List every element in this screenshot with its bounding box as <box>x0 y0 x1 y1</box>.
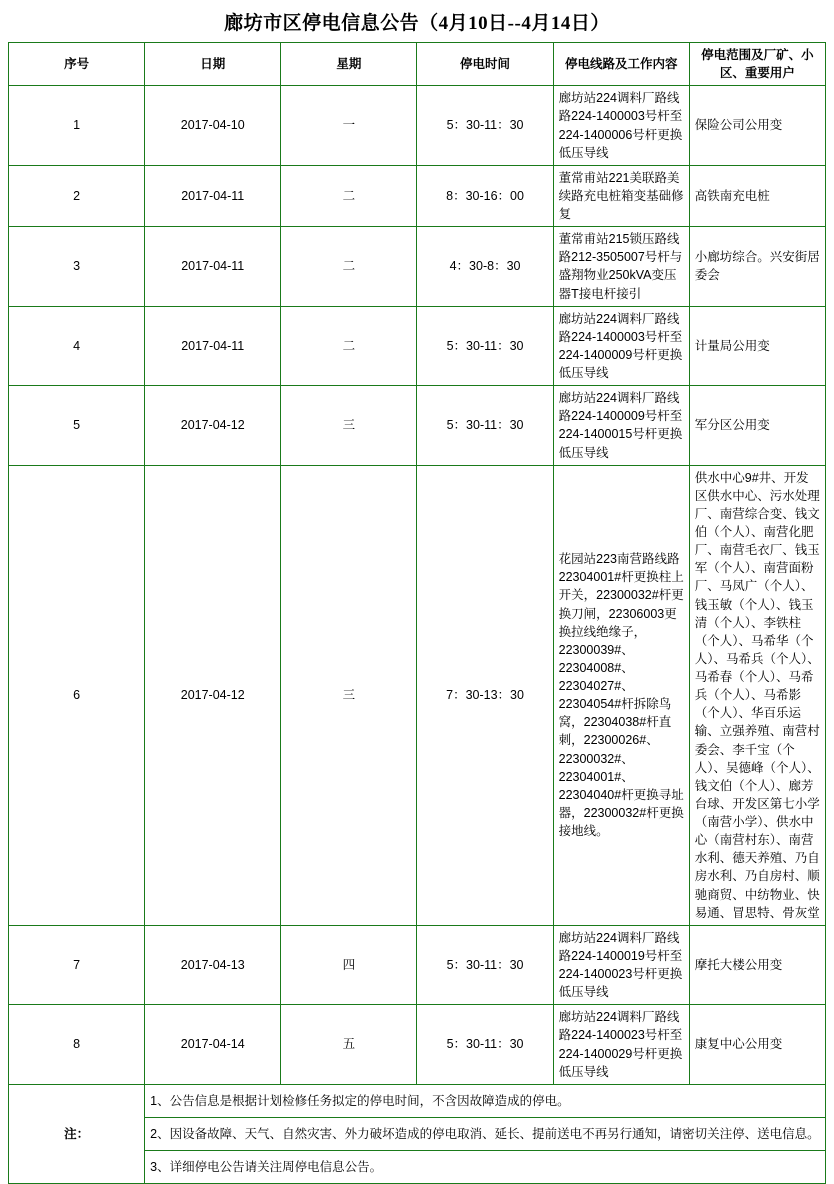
row-time: 5：30-11：30 <box>417 386 553 466</box>
row-scope: 摩托大楼公用变 <box>689 925 825 1005</box>
row-weekday: 三 <box>281 465 417 925</box>
row-work: 廊坊站224调料厂路线路224-1400009号杆至224-1400015号杆更换低压导线 <box>553 386 689 466</box>
row-weekday: 四 <box>281 925 417 1005</box>
table-row <box>9 86 826 166</box>
note-item: 1、公告信息是根据计划检修任务拟定的停电时间，不含因故障造成的停电。 <box>145 1084 826 1117</box>
note-item: 2、因设备故障、天气、自然灾害、外力破坏造成的停电取消、延长、提前送电不再另行通知，请密切关注停、送电信息。 <box>145 1117 826 1150</box>
row-index: 1 <box>9 86 145 166</box>
row-work: 董常甫站221美联路美续路充电桩箱变基础修复 <box>553 165 689 226</box>
row-work: 廊坊站224调料厂路线路224-1400023号杆至224-1400029号杆更换低压导线 <box>553 1005 689 1085</box>
row-index: 5 <box>9 386 145 466</box>
row-date: 2017-04-13 <box>145 925 281 1005</box>
column-header-scope: 停电范围及厂矿、小区、重要用户 <box>689 43 825 86</box>
table-body <box>9 86 826 1184</box>
row-scope: 康复中心公用变 <box>689 1005 825 1085</box>
row-scope: 计量局公用变 <box>689 306 825 386</box>
row-time: 4：30-8：30 <box>417 227 553 307</box>
outage-notice-table <box>8 42 826 1184</box>
row-work: 廊坊站224调料厂路线路224-1400003号杆至224-1400006号杆更换低压导线 <box>553 86 689 166</box>
notes-row <box>9 1084 826 1117</box>
column-header-weekday: 星期 <box>281 43 417 86</box>
row-date: 2017-04-12 <box>145 465 281 925</box>
row-time: 5：30-11：30 <box>417 86 553 166</box>
row-index: 8 <box>9 1005 145 1085</box>
row-weekday: 五 <box>281 1005 417 1085</box>
table-row <box>9 165 826 226</box>
row-date: 2017-04-11 <box>145 306 281 386</box>
row-time: 5：30-11：30 <box>417 1005 553 1085</box>
row-index: 7 <box>9 925 145 1005</box>
row-scope: 供水中心9#井、开发区供水中心、污水处理厂、南营综合变、钱文伯（个人）、南营化肥厂、南营毛衣厂、钱玉军（个人）、南营面粉厂、马凤广（个人）、钱玉敏（个人）、钱玉清（个人）、李铁柱（个人）、马希华（个人）、马希兵（个人）、马希春（个人）、马希兵（个人）、马希影（个人）、华百乐运输、立强养殖、南营村委会、李千宝（个人）、吴德峰（个人）、钱文伯（个人）、廊芳台球、开发区第七小学（南营小学）、供水中心（南营村东）、南营水利、德天养殖、乃自房水利、乃自房村、顺驰商贸、中纺物业、快易通、冒思特、骨灰堂 <box>689 465 825 925</box>
row-index: 3 <box>9 227 145 307</box>
row-work: 廊坊站224调料厂路线路224-1400003号杆至224-1400009号杆更换低压导线 <box>553 306 689 386</box>
table-header <box>9 43 826 86</box>
row-date: 2017-04-10 <box>145 86 281 166</box>
row-scope: 保险公司公用变 <box>689 86 825 166</box>
row-index: 6 <box>9 465 145 925</box>
row-weekday: 三 <box>281 386 417 466</box>
table-header-row <box>9 43 826 86</box>
row-time: 8：30-16：00 <box>417 165 553 226</box>
column-header-date: 日期 <box>145 43 281 86</box>
row-time: 7：30-13：30 <box>417 465 553 925</box>
row-time: 5：30-11：30 <box>417 306 553 386</box>
column-header-time: 停电时间 <box>417 43 553 86</box>
row-date: 2017-04-11 <box>145 227 281 307</box>
column-header-index: 序号 <box>9 43 145 86</box>
row-weekday: 二 <box>281 165 417 226</box>
page-title: 廊坊市区停电信息公告（4月10日--4月14日） <box>224 13 610 34</box>
row-scope: 高铁南充电桩 <box>689 165 825 226</box>
row-weekday: 一 <box>281 86 417 166</box>
table-row <box>9 465 826 925</box>
row-index: 4 <box>9 306 145 386</box>
table-row <box>9 925 826 1005</box>
table-row <box>9 306 826 386</box>
row-scope: 军分区公用变 <box>689 386 825 466</box>
table-row <box>9 227 826 307</box>
row-date: 2017-04-14 <box>145 1005 281 1085</box>
note-item: 3、详细停电公告请关注周停电信息公告。 <box>145 1150 826 1183</box>
notes-label: 注： <box>9 1084 145 1183</box>
row-index: 2 <box>9 165 145 226</box>
table-row <box>9 1005 826 1085</box>
row-time: 5：30-11：30 <box>417 925 553 1005</box>
row-weekday: 二 <box>281 227 417 307</box>
row-work: 董常甫站215锁压路线路212-3505007号杆与盛翔物业250kVA变压器T接电杆接引 <box>553 227 689 307</box>
table-row <box>9 386 826 466</box>
row-scope: 小廊坊综合。兴安街居委会 <box>689 227 825 307</box>
row-work: 廊坊站224调料厂路线路224-1400019号杆至224-1400023号杆更换低压导线 <box>553 925 689 1005</box>
row-work: 花园站223南营路线路22304001#杆更换柱上开关，22300032#杆更换刀闸，22306003更换拉线绝缘子，22300039#、22304008#、22304027#、22304054#杆拆除鸟窝，22304038#杆直刺，22300026#、22300032#、22304001#、22304040#杆更换寻址器，22300032#杆更换接地线。 <box>553 465 689 925</box>
column-header-work: 停电线路及工作内容 <box>553 43 689 86</box>
row-date: 2017-04-11 <box>145 165 281 226</box>
row-weekday: 二 <box>281 306 417 386</box>
row-date: 2017-04-12 <box>145 386 281 466</box>
